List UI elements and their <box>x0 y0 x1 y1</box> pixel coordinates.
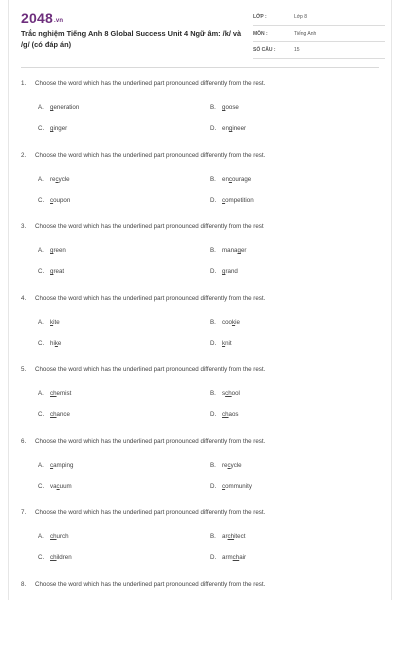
option-underlined-part: g <box>50 247 53 254</box>
question-list <box>9 80 391 652</box>
answer-option-a[interactable] <box>38 390 71 397</box>
meta-row-subject <box>253 29 385 43</box>
option-text-suffix: reat <box>53 268 64 275</box>
answer-option-c[interactable] <box>38 483 72 490</box>
answer-option-b[interactable] <box>210 533 245 540</box>
answer-option-a[interactable] <box>38 319 60 326</box>
question-number: 5. <box>21 366 35 373</box>
option-text-prefix: hi <box>50 340 55 347</box>
question-number: 8. <box>21 581 35 588</box>
option-underlined-part: ch <box>50 390 57 397</box>
answer-option-c[interactable] <box>38 125 67 132</box>
option-letter: B. <box>210 247 222 254</box>
option-text-prefix: va <box>50 483 57 490</box>
option-letter: C. <box>38 340 50 347</box>
meta-value: Lớp 8 <box>294 14 307 20</box>
question-item <box>9 80 391 152</box>
option-letter: A. <box>38 176 50 183</box>
option-underlined-part: g <box>222 268 225 275</box>
answer-option-a[interactable] <box>38 533 69 540</box>
option-text-prefix: en <box>222 125 229 132</box>
option-text-suffix: ineer <box>232 125 246 132</box>
answer-option-d[interactable] <box>210 125 246 132</box>
question-stem <box>21 152 265 159</box>
option-letter: A. <box>38 319 50 326</box>
option-underlined-part: g <box>50 104 53 111</box>
option-letter: D. <box>210 483 222 490</box>
question-text: Choose the word which has the underlined part pronounced differently from the rest. <box>35 366 265 373</box>
option-text-suffix: ycle <box>231 462 242 469</box>
option-letter: C. <box>38 554 50 561</box>
option-text-suffix: nit <box>225 340 232 347</box>
option-letter: B. <box>210 533 222 540</box>
option-text-suffix: reen <box>53 247 65 254</box>
option-text-suffix: ompetition <box>225 197 254 204</box>
answer-option-d[interactable] <box>210 340 232 347</box>
answer-option-a[interactable] <box>38 462 73 469</box>
answer-option-c[interactable] <box>38 340 61 347</box>
option-text-prefix: arm <box>222 554 233 561</box>
option-letter: D. <box>210 268 222 275</box>
option-text-prefix: en <box>222 176 229 183</box>
option-letter: B. <box>210 462 222 469</box>
answer-option-b[interactable] <box>210 176 251 183</box>
question-number: 3. <box>21 223 35 230</box>
logo-tld: .vn <box>54 18 63 24</box>
answer-option-b[interactable] <box>210 462 242 469</box>
option-letter: A. <box>38 247 50 254</box>
question-stem <box>21 223 264 230</box>
option-letter: B. <box>210 390 222 397</box>
question-item <box>9 295 391 367</box>
question-text: Choose the word which has the underlined part pronounced differently from the rest <box>35 223 264 230</box>
option-letter: A. <box>38 533 50 540</box>
worksheet-title: Trắc nghiệm Tiếng Anh 8 Global Success Unit 4 Ngữ âm: /k/ và /g/ (có đáp án) <box>21 29 246 50</box>
option-underlined-part: ch <box>233 554 240 561</box>
answer-option-c[interactable] <box>38 268 64 275</box>
question-stem <box>21 509 265 516</box>
meta-label: SỐ CÂU : <box>253 47 276 53</box>
question-item <box>9 152 391 224</box>
option-text-suffix: ie <box>235 319 240 326</box>
option-text-suffix: eneration <box>53 104 79 111</box>
answer-option-b[interactable] <box>210 319 240 326</box>
option-text-suffix: ycle <box>59 176 70 183</box>
option-underlined-part: g <box>50 125 53 132</box>
option-underlined-part: c <box>57 483 60 490</box>
answer-option-a[interactable] <box>38 247 66 254</box>
question-text: Choose the word which has the underlined part pronounced differently from the rest. <box>35 438 265 445</box>
option-underlined-part: g <box>222 104 225 111</box>
answer-option-c[interactable] <box>38 197 70 204</box>
header-divider <box>21 67 379 68</box>
option-underlined-part: c <box>56 176 59 183</box>
option-text-suffix: e <box>58 340 61 347</box>
answer-option-a[interactable] <box>38 104 79 111</box>
option-text-suffix: ite <box>53 319 60 326</box>
option-text-suffix: amping <box>53 462 73 469</box>
option-letter: C. <box>38 197 50 204</box>
option-underlined-part: c <box>228 462 231 469</box>
option-text-suffix: urch <box>57 533 69 540</box>
option-underlined-part: c <box>50 197 53 204</box>
question-number: 4. <box>21 295 35 302</box>
question-item <box>9 223 391 295</box>
option-underlined-part: g <box>50 268 53 275</box>
option-text-suffix: oose <box>225 104 238 111</box>
option-underlined-part: ch <box>50 533 57 540</box>
question-item <box>9 366 391 438</box>
option-underlined-part: k <box>222 340 225 347</box>
meta-row-count <box>253 45 385 59</box>
option-letter: C. <box>38 483 50 490</box>
question-text: Choose the word which has the underlined part pronounced differently from the rest. <box>35 152 265 159</box>
option-letter: C. <box>38 268 50 275</box>
answer-option-d[interactable] <box>210 411 239 418</box>
option-letter: D. <box>210 340 222 347</box>
option-text-suffix: ommunity <box>225 483 252 490</box>
option-letter: B. <box>210 104 222 111</box>
option-text-suffix: oupon <box>53 197 70 204</box>
option-letter: C. <box>38 411 50 418</box>
option-text-suffix: ildren <box>57 554 72 561</box>
option-text-prefix: s <box>222 390 225 397</box>
question-text: Choose the word which has the underlined part pronounced differently from the rest. <box>35 509 265 516</box>
logo-text: 2048 <box>21 10 53 26</box>
option-text-suffix: rand <box>225 268 237 275</box>
question-item <box>9 509 391 581</box>
option-letter: B. <box>210 176 222 183</box>
option-letter: D. <box>210 554 222 561</box>
answer-option-b[interactable] <box>210 247 246 254</box>
question-stem <box>21 438 265 445</box>
option-text-suffix: er <box>241 247 247 254</box>
question-stem <box>21 80 265 87</box>
question-item <box>9 438 391 510</box>
meta-row-grade <box>253 12 385 26</box>
question-item <box>9 581 391 652</box>
option-text-suffix: ourage <box>232 176 251 183</box>
question-stem <box>21 581 265 588</box>
answer-option-c[interactable] <box>38 411 70 418</box>
option-underlined-part: ch <box>50 411 57 418</box>
option-text-suffix: emist <box>57 390 72 397</box>
option-underlined-part: k <box>50 319 53 326</box>
option-letter: A. <box>38 462 50 469</box>
question-number: 6. <box>21 438 35 445</box>
option-text-prefix: ar <box>222 533 228 540</box>
option-underlined-part: g <box>229 125 232 132</box>
question-number: 7. <box>21 509 35 516</box>
option-underlined-part: c <box>222 197 225 204</box>
answer-option-d[interactable] <box>210 483 252 490</box>
option-text-suffix: aos <box>229 411 239 418</box>
option-text-prefix: mana <box>222 247 237 254</box>
option-letter: A. <box>38 390 50 397</box>
option-text-suffix: ance <box>57 411 70 418</box>
option-text-prefix: re <box>222 462 228 469</box>
option-letter: D. <box>210 197 222 204</box>
site-logo[interactable] <box>21 10 63 26</box>
answer-option-d[interactable] <box>210 554 246 561</box>
option-underlined-part: c <box>50 462 53 469</box>
answer-option-d[interactable] <box>210 268 238 275</box>
option-letter: D. <box>210 411 222 418</box>
option-underlined-part: ch <box>225 390 232 397</box>
question-number: 1. <box>21 80 35 87</box>
option-text-prefix: coo <box>222 319 232 326</box>
meta-panel <box>253 12 385 62</box>
option-text-suffix: ool <box>232 390 240 397</box>
option-underlined-part: ch <box>50 554 57 561</box>
option-underlined-part: k <box>55 340 58 347</box>
meta-value: Tiếng Anh <box>294 31 316 37</box>
answer-option-a[interactable] <box>38 176 70 183</box>
option-letter: D. <box>210 125 222 132</box>
option-text-suffix: uum <box>60 483 72 490</box>
option-underlined-part: c <box>222 483 225 490</box>
option-letter: A. <box>38 104 50 111</box>
question-number: 2. <box>21 152 35 159</box>
option-text-suffix: inger <box>53 125 67 132</box>
answer-option-d[interactable] <box>210 197 254 204</box>
worksheet-page <box>8 0 392 600</box>
option-letter: C. <box>38 125 50 132</box>
option-text-suffix: air <box>239 554 246 561</box>
worksheet-header <box>9 0 391 62</box>
option-underlined-part: g <box>237 247 240 254</box>
meta-value: 15 <box>294 47 300 53</box>
answer-option-c[interactable] <box>38 554 72 561</box>
option-letter: B. <box>210 319 222 326</box>
answer-option-b[interactable] <box>210 104 239 111</box>
answer-option-b[interactable] <box>210 390 240 397</box>
option-underlined-part: k <box>232 319 235 326</box>
option-text-prefix: re <box>50 176 56 183</box>
question-stem <box>21 295 265 302</box>
question-text: Choose the word which has the underlined part pronounced differently from the rest. <box>35 80 265 87</box>
question-stem <box>21 366 265 373</box>
meta-label: LỚP : <box>253 14 267 20</box>
option-underlined-part: c <box>229 176 232 183</box>
question-text: Choose the word which has the underlined part pronounced differently from the rest. <box>35 581 265 588</box>
option-text-suffix: itect <box>234 533 245 540</box>
option-underlined-part: ch <box>228 533 235 540</box>
meta-label: MÔN : <box>253 31 268 37</box>
question-text: Choose the word which has the underlined part pronounced differently from the rest. <box>35 295 265 302</box>
option-underlined-part: ch <box>222 411 229 418</box>
